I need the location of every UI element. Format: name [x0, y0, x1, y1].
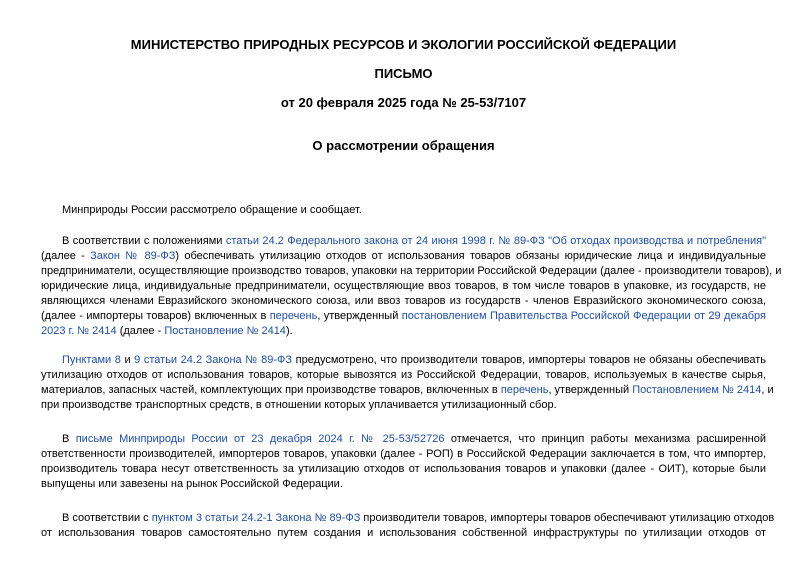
body-text: отмечается, что принцип работы механизма расширенной: [444, 433, 766, 445]
legal-reference-link[interactable]: Закон № 89-ФЗ: [90, 250, 176, 262]
document-subject: О рассмотрении обращения: [312, 138, 495, 153]
paragraph-2-line: [41, 264, 782, 278]
body-text: В соответствии с положениями: [62, 235, 226, 247]
body-text: Минприроды России рассмотрело обращение и сообщает.: [62, 204, 362, 216]
body-text: являющихся членами Евразийского экономического союза, или ввоз товаров из государств - членов Евразийского экономического союза,: [41, 295, 766, 307]
body-text: (далее -: [116, 325, 165, 337]
body-text: выпущены или завезены на рынок Российской Федерации.: [41, 478, 343, 490]
paragraph-1-line: [62, 203, 766, 217]
legal-reference-link[interactable]: Пунктами 8: [62, 354, 121, 366]
body-text: В: [62, 433, 76, 445]
body-text: (далее - импортеры товаров) включенных в: [41, 310, 270, 322]
paragraph-4-line: [62, 432, 766, 446]
body-text: предусмотрено, что производители товаров, импортеры товаров не обязаны обеспечивать: [292, 354, 766, 366]
legal-reference-link[interactable]: письме Минприроды России от 23 декабря 2024 г. № 25-53/52726: [75, 433, 445, 445]
body-text: предприниматели, осуществляющие производство товаров, упаковки на территории Российской Федерации (далее - производители товаров), и: [41, 265, 782, 277]
document-type: ПИСЬМО: [374, 66, 433, 81]
paragraph-2-line: [41, 249, 766, 263]
body-text: (далее -: [41, 250, 91, 262]
legal-reference-link[interactable]: постановлением Правительства Российской Федерации от 29 декабря: [401, 310, 766, 322]
body-text: производитель товара несут ответственность за утилизацию отходов от использования товаров и упаковки (далее - ОИТ), которые были: [41, 463, 766, 475]
body-text: и: [120, 354, 135, 366]
body-text: производители товаров, импортеры товаров обеспечивают утилизацию отходов: [360, 512, 775, 524]
body-text: , утвержденный: [548, 384, 633, 396]
paragraph-3-line: [41, 368, 766, 382]
body-text: при производстве транспортных средств, в отношении которых уплачивается утилизационный сбор.: [41, 399, 557, 411]
body-text: , и: [761, 384, 774, 396]
ministry-heading: МИНИСТЕРСТВО ПРИРОДНЫХ РЕСУРСОВ И ЭКОЛОГИИ РОССИЙСКОЙ ФЕДЕРАЦИИ: [130, 37, 677, 52]
legal-reference-link[interactable]: Постановлением № 2414: [632, 384, 762, 396]
body-text: юридические лица, индивидуальные предприниматели, осуществляющие ввоз товаров, в том числе товаров в упаковке, из государств, не: [41, 280, 766, 292]
legal-reference-link[interactable]: статьи 24.2 Федерального закона от 24 июня 1998 г. № 89-ФЗ "Об отходах производства и потребления": [225, 235, 766, 247]
paragraph-3-line: [41, 383, 774, 397]
body-text: ответственности производителей, импортеров товаров, упаковки (далее - РОП) в Российской Федерации заключается в том, что импортер,: [41, 448, 766, 460]
legal-reference-link[interactable]: 2023 г. № 2414: [41, 325, 117, 337]
body-text: , утвержденный: [317, 310, 402, 322]
paragraph-2-line: [41, 324, 766, 338]
paragraph-5-line: [62, 511, 775, 525]
body-text: ).: [285, 325, 293, 337]
legal-reference-link[interactable]: пунктом 3 статьи 24.2-1 Закона № 89-ФЗ: [151, 512, 361, 524]
paragraph-2-line: [41, 294, 766, 308]
paragraph-2-line: [41, 309, 766, 323]
paragraph-4-line: [41, 477, 766, 491]
paragraph-4-line: [41, 462, 766, 476]
legal-reference-link[interactable]: перечень: [269, 310, 318, 322]
paragraph-2-line: [62, 234, 766, 248]
paragraph-4-line: [41, 447, 766, 461]
legal-reference-link[interactable]: Постановление № 2414: [164, 325, 286, 337]
paragraph-5-line: [41, 526, 766, 540]
body-text: В соответствии с: [62, 512, 152, 524]
legal-reference-link[interactable]: 9 статьи 24.2 Закона № 89-ФЗ: [134, 354, 293, 366]
body-text: утилизацию отходов от использования товаров, которые вывозятся из Российской Федерации, товаров, используемых в качестве сырья,: [41, 369, 766, 381]
body-text: материалов, запасных частей, комплектующих при производстве товаров, включенных в: [41, 384, 501, 396]
paragraph-3-line: [62, 353, 766, 367]
body-text: от использования товаров самостоятельно путем создания и использования собственной инфраструктуры по утилизации отходов от: [41, 527, 766, 539]
document-date-number: от 20 февраля 2025 года № 25-53/7107: [280, 95, 527, 110]
legal-reference-link[interactable]: перечень: [500, 384, 549, 396]
body-text: ) обеспечивать утилизацию отходов от использования товаров обязаны юридические лица и индивидуальные: [175, 250, 766, 262]
paragraph-2-line: [41, 279, 766, 293]
paragraph-3-line: [41, 398, 766, 412]
